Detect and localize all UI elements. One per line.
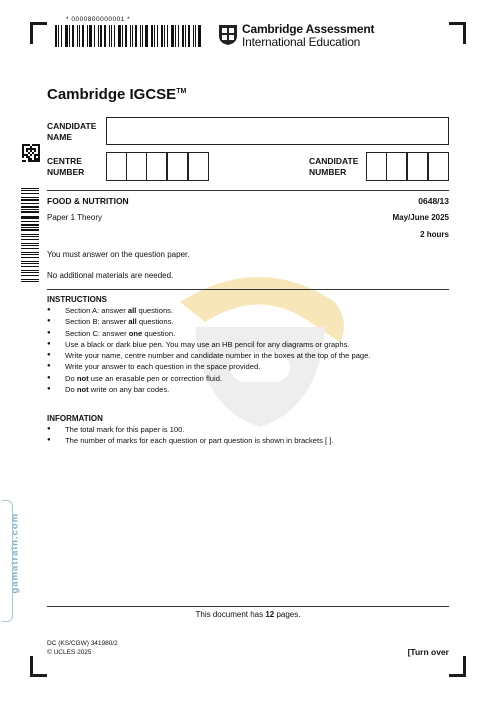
information-item: ● The number of marks for each question or part question is shown in brackets [ ]. — [47, 435, 333, 446]
exam-duration: 2 hours — [420, 230, 449, 239]
centre-number-digit-box[interactable] — [146, 152, 167, 181]
barcode-bar — [100, 25, 102, 47]
barcode-number: * 0000800000001 * — [66, 16, 131, 23]
cambridge-crest-icon — [218, 24, 238, 46]
barcode-bar — [140, 25, 141, 47]
qr-module — [38, 160, 40, 162]
centre-number-digit-box[interactable] — [106, 152, 127, 181]
barcode-bar — [178, 25, 179, 47]
side-barcode-bar — [21, 206, 39, 207]
side-barcode-bar — [21, 197, 39, 198]
side-barcode — [21, 188, 39, 284]
barcode-bar — [55, 25, 57, 47]
barcode-bar — [114, 25, 115, 47]
candidate-number-boxes — [366, 152, 450, 181]
copyright: © UCLES 2025 — [47, 649, 92, 656]
subject-title: FOOD & NUTRITION — [47, 196, 129, 206]
centre-number-digit-box[interactable] — [167, 152, 188, 181]
barcode-bar — [69, 25, 70, 47]
barcode-bar — [94, 25, 95, 47]
barcode-bar — [98, 25, 99, 47]
instructions-list — [47, 305, 371, 395]
side-barcode-bar — [21, 190, 39, 191]
barcode-bar — [82, 25, 84, 47]
candidate-number-digit-box[interactable] — [386, 152, 407, 181]
barcode-bar — [125, 25, 127, 47]
crop-mark-bottom-left-v — [30, 656, 33, 677]
candidate-name-label: CANDIDATE NAME — [47, 121, 97, 142]
barcode-bar — [154, 25, 155, 47]
barcode-bar — [132, 25, 133, 47]
side-barcode-bar — [21, 224, 39, 225]
information-heading: INFORMATION — [47, 414, 103, 423]
instruction-item: ● Write your name, centre number and candidate number in the boxes at the top of the page. — [47, 350, 371, 361]
barcode-bar — [104, 25, 106, 47]
crop-mark-top-left-v — [30, 22, 33, 44]
paper-code: 0648/13 — [418, 196, 449, 206]
barcode-bar — [193, 25, 194, 47]
barcode-bar — [171, 25, 174, 47]
side-barcode-bar — [21, 254, 39, 255]
barcode-bar — [145, 25, 148, 47]
barcode-bar — [79, 25, 80, 47]
instruction-item: ● Section B: answer all questions. — [47, 316, 371, 327]
barcode-bar — [135, 25, 137, 47]
information-list — [47, 424, 333, 447]
barcode-bar — [198, 25, 201, 47]
side-barcode-bar — [21, 217, 39, 218]
side-barcode-bar — [21, 279, 39, 280]
instruction-item: ● Do not use an erasable pen or correction fluid. — [47, 373, 371, 384]
logo-line1: Cambridge Assessment — [242, 22, 375, 36]
candidate-number-label: CANDIDATE NUMBER — [309, 156, 359, 177]
barcode-bar — [89, 25, 92, 47]
barcode-bar — [72, 25, 74, 47]
instructions-heading: INSTRUCTIONS — [47, 295, 107, 304]
answer-on-paper-note: You must answer on the question paper. — [47, 250, 190, 259]
instruction-item: ● Section A: answer all questions. — [47, 305, 371, 316]
side-barcode-bar — [21, 272, 39, 273]
side-barcode-bar — [21, 193, 39, 194]
side-barcode-bar — [21, 216, 39, 217]
barcode-bar — [87, 25, 88, 47]
qr-code — [22, 144, 40, 162]
barcode-bar — [61, 25, 62, 47]
barcode-bar — [185, 25, 186, 47]
instruction-item: ● Write your answer to each question in the space provided. — [47, 361, 371, 372]
side-barcode-bar — [21, 209, 39, 210]
crop-mark-bottom-right-v — [463, 656, 466, 677]
barcode-bar — [65, 25, 68, 47]
centre-number-digit-box[interactable] — [126, 152, 147, 181]
side-barcode-bar — [21, 221, 39, 222]
turn-over: [Turn over — [407, 647, 449, 657]
barcode-bar — [122, 25, 123, 47]
side-barcode-bar — [21, 234, 39, 235]
side-barcode-bar — [21, 188, 39, 189]
side-watermark-bracket — [2, 500, 13, 622]
side-barcode-bar — [21, 275, 39, 276]
barcode-bar — [109, 25, 110, 47]
side-barcode-bar — [21, 257, 39, 258]
side-barcode-bar — [21, 203, 39, 204]
footer-rule — [47, 606, 449, 607]
document-reference: DC (KS/CGW) 341980/2 — [47, 640, 118, 647]
top-barcode — [55, 25, 205, 47]
barcode-bar — [195, 25, 196, 47]
candidate-number-digit-box[interactable] — [428, 152, 449, 181]
instructions-top-rule — [47, 289, 449, 290]
side-barcode-bar — [21, 263, 39, 264]
barcode-bar — [58, 25, 59, 47]
logo-line2: International Education — [242, 35, 361, 49]
side-barcode-bar — [21, 227, 39, 228]
side-barcode-bar — [21, 211, 39, 212]
side-barcode-bar — [21, 239, 39, 240]
barcode-bar — [151, 25, 153, 47]
centre-number-label: CENTRE NUMBER — [47, 156, 85, 177]
instruction-item: ● Use a black or dark blue pen. You may use an HB pencil for any diagrams or graphs. — [47, 339, 371, 350]
page-count: This document has 12 pages. — [195, 610, 301, 619]
barcode-bar — [182, 25, 184, 47]
side-barcode-bar — [21, 261, 39, 262]
candidate-number-digit-box[interactable] — [366, 152, 387, 181]
candidate-number-digit-box[interactable] — [407, 152, 428, 181]
side-barcode-bar — [21, 236, 39, 237]
side-barcode-bar — [21, 281, 39, 282]
exam-session: May/June 2025 — [392, 213, 449, 222]
barcode-bar — [111, 25, 112, 47]
information-item: ● The total mark for this paper is 100. — [47, 424, 333, 435]
side-barcode-bar — [21, 199, 39, 200]
title-text: Cambridge IGCSE — [47, 86, 177, 103]
barcode-bar — [77, 25, 78, 47]
side-barcode-bar — [21, 245, 39, 246]
barcode-bar — [130, 25, 131, 47]
barcode-bar — [164, 25, 165, 47]
instruction-item: ● Section C: answer one question. — [47, 328, 371, 339]
crop-mark-top-right-v — [463, 22, 466, 44]
title-tm: TM — [176, 88, 187, 95]
instruction-item: ● Do not write on any bar codes. — [47, 384, 371, 395]
barcode-bar — [175, 25, 176, 47]
barcode-bar — [118, 25, 121, 47]
centre-number-boxes — [106, 152, 210, 181]
barcode-bar — [157, 25, 158, 47]
barcode-bar — [142, 25, 143, 47]
paper-name: Paper 1 Theory — [47, 213, 102, 222]
candidate-name-field[interactable] — [106, 117, 449, 145]
centre-number-digit-box[interactable] — [188, 152, 209, 181]
side-barcode-bar — [21, 266, 39, 267]
no-materials-note: No additional materials are needed. — [47, 271, 174, 280]
barcode-bar — [188, 25, 190, 47]
side-barcode-bar — [21, 243, 39, 244]
side-barcode-bar — [21, 270, 39, 271]
side-barcode-bar — [21, 229, 39, 230]
barcode-bar — [161, 25, 163, 47]
side-barcode-bar — [21, 248, 39, 249]
side-watermark-text: gamatrain.com — [9, 512, 21, 594]
side-barcode-bar — [21, 252, 39, 253]
barcode-bar — [167, 25, 168, 47]
page-title — [47, 86, 186, 103]
subject-top-rule — [47, 190, 449, 191]
